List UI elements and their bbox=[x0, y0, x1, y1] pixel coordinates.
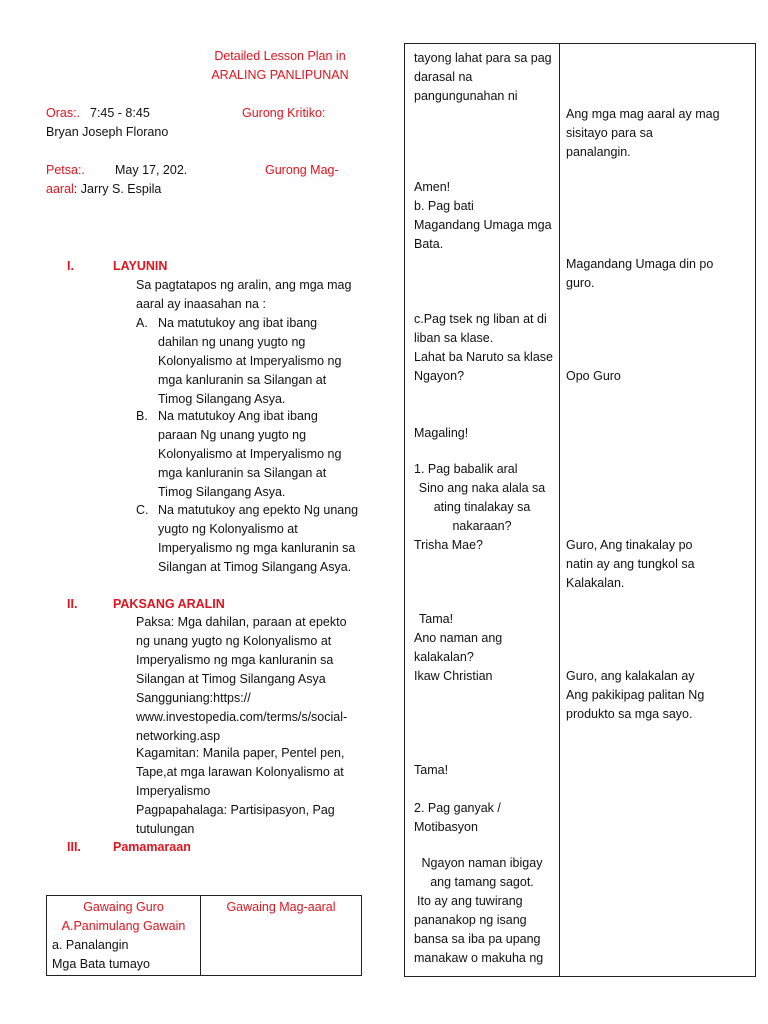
magaaral-line: natin ay ang tungkol sa bbox=[566, 557, 695, 571]
pamamaraan-heading: Pamamaraan bbox=[113, 840, 191, 854]
paksang-line: Imperyalismo ng mga kanluranin sa bbox=[136, 653, 334, 667]
guro-line: pangungunahan ni bbox=[414, 89, 518, 103]
guro-line: Lahat ba Naruto sa klase bbox=[414, 350, 553, 364]
paksang-line: Pagpapahalaga: Partisipasyon, Pag bbox=[136, 803, 335, 817]
item-line: dahilan ng unang yugto ng bbox=[158, 335, 306, 349]
guro-line: Trisha Mae? bbox=[414, 538, 484, 552]
guro-line: darasal na bbox=[414, 70, 473, 84]
item-line: Imperyalismo ng mga kanluranin sa bbox=[158, 541, 356, 555]
guro-line: tayong lahat para sa pag bbox=[414, 51, 552, 65]
paksang-line: Kagamitan: Manila paper, Pentel pen, bbox=[136, 746, 345, 760]
title-line2: ARALING PANLIPUNAN bbox=[211, 68, 349, 82]
guro-line: Tama! bbox=[414, 763, 449, 777]
magaaral-line: guro. bbox=[566, 276, 595, 290]
layunin-intro-1: Sa pagtatapos ng aralin, ang mga mag bbox=[136, 278, 352, 292]
layunin-num: I. bbox=[67, 259, 74, 273]
magaaral-line: Ang pakikipag palitan Ng bbox=[566, 688, 705, 702]
guro-line: Bata. bbox=[414, 237, 444, 251]
paksang-line: Tape,at mga larawan Kolonyalismo at bbox=[136, 765, 344, 779]
paksang-line: Sangguniang:https:// bbox=[136, 691, 251, 705]
guro-line: Magaling! bbox=[414, 426, 469, 440]
magaaral-line: Guro, ang kalakalan ay bbox=[566, 669, 695, 683]
pamamaraan-num: III. bbox=[67, 840, 81, 854]
guro-line: ang tamang sagot. bbox=[430, 875, 534, 889]
oras-label: Oras:. bbox=[46, 106, 81, 120]
guro-line: Amen! bbox=[414, 180, 451, 194]
magaaral-line: produkto sa mga sayo. bbox=[566, 707, 693, 721]
item-line: mga kanluranin sa Silangan at bbox=[158, 466, 327, 480]
paksang-line: tutulungan bbox=[136, 822, 195, 836]
guro-line: liban sa klase. bbox=[414, 331, 494, 345]
col-header-magaaral: Gawaing Mag-aaral bbox=[226, 900, 336, 914]
oras-value: 7:45 - 8:45 bbox=[90, 106, 150, 120]
item-line: Na matutukoy ang ibat ibang bbox=[158, 316, 318, 330]
guro-line: Tama! bbox=[419, 612, 454, 626]
guro-line: pananakop ng isang bbox=[414, 913, 527, 927]
item-line: Timog Silangang Asya. bbox=[158, 392, 286, 406]
item-line: yugto ng Kolonyalismo at bbox=[158, 522, 298, 536]
layunin-heading: LAYUNIN bbox=[113, 259, 168, 273]
guro-line: Ano naman ang bbox=[414, 631, 503, 645]
petsa-label: Petsa:. bbox=[46, 163, 85, 177]
left-table bbox=[46, 895, 362, 976]
col-header-guro: Gawaing Guro bbox=[83, 900, 164, 914]
item-letter: B. bbox=[136, 409, 148, 423]
paksang-line: Silangan at Timog Silangang Asya bbox=[136, 672, 326, 686]
magaaral-name-line bbox=[46, 180, 161, 199]
guro-line: c.Pag tsek ng liban at di bbox=[414, 312, 547, 326]
item-line: Na matutukoy ang epekto Ng unang bbox=[158, 503, 359, 517]
guro-line: Ito ay ang tuwirang bbox=[417, 894, 523, 908]
col-sub-panimula: A.Panimulang Gawain bbox=[61, 919, 186, 933]
guro-line: ating tinalakay sa bbox=[433, 500, 531, 514]
guro-line: Motibasyon bbox=[414, 820, 478, 834]
layunin-intro-2: aaral ay inaasahan na : bbox=[136, 297, 266, 311]
item-letter: C. bbox=[136, 503, 149, 517]
magaaral-line: Kalakalan. bbox=[566, 576, 625, 590]
item-line: mga kanluranin sa Silangan at bbox=[158, 373, 327, 387]
guro-line: b. Pag bati bbox=[414, 199, 474, 213]
guro-line: Sino ang naka alala sa bbox=[418, 481, 546, 495]
petsa-value: May 17, 202. bbox=[115, 163, 188, 177]
magaaral-line: Magandang Umaga din po bbox=[566, 257, 714, 271]
item-line: Na matutukoy Ang ibat ibang bbox=[158, 409, 318, 423]
guro-line: Ikaw Christian bbox=[414, 669, 493, 683]
item-line: paraan Ng unang yugto ng bbox=[158, 428, 307, 442]
column-divider bbox=[559, 44, 560, 976]
guro-line: manakaw o makuha ng bbox=[414, 951, 544, 965]
kritiko-name: Bryan Joseph Florano bbox=[46, 125, 169, 139]
item-letter: A. bbox=[136, 316, 148, 330]
guro-line: kalakalan? bbox=[414, 650, 474, 664]
guro-line: bansa sa iba pa upang bbox=[414, 932, 541, 946]
guro-line: nakaraan? bbox=[452, 519, 512, 533]
paksang-line: ng unang yugto ng Kolonyalismo at bbox=[136, 634, 332, 648]
guro-line: Mga Bata tumayo bbox=[52, 957, 150, 971]
guro-line: 2. Pag ganyak / bbox=[414, 801, 501, 815]
magaaral-line: panalangin. bbox=[566, 145, 631, 159]
guro-line: Magandang Umaga mga bbox=[414, 218, 552, 232]
guro-line: Ngayon naman ibigay bbox=[421, 856, 543, 870]
magaaral-line: Guro, Ang tinakalay po bbox=[566, 538, 693, 552]
paksang-line: www.investopedia.com/terms/s/social- bbox=[136, 710, 348, 724]
magaaral-name: : Jarry S. Espila bbox=[73, 182, 162, 196]
magaaral-line: Opo Guro bbox=[566, 369, 621, 383]
paksang-num: II. bbox=[67, 597, 78, 611]
guro-line: 1. Pag babalik aral bbox=[414, 462, 518, 476]
item-line: Silangan at Timog Silangang Asya. bbox=[158, 560, 352, 574]
item-line: Kolonyalismo at Imperyalismo ng bbox=[158, 354, 342, 368]
paksang-line: networking.asp bbox=[136, 729, 221, 743]
title-line1: Detailed Lesson Plan in bbox=[214, 49, 346, 63]
paksang-heading: PAKSANG ARALIN bbox=[113, 597, 225, 611]
magaaral-label-cont: aaral bbox=[46, 182, 74, 196]
paksang-line: Paksa: Mga dahilan, paraan at epekto bbox=[136, 615, 347, 629]
paksang-line: Imperyalismo bbox=[136, 784, 211, 798]
magaaral-line: Ang mga mag aaral ay mag bbox=[566, 107, 720, 121]
guro-line: Ngayon? bbox=[414, 369, 465, 383]
magaaral-line: sisitayo para sa bbox=[566, 126, 653, 140]
guro-line: a. Panalangin bbox=[52, 938, 129, 952]
item-line: Kolonyalismo at Imperyalismo ng bbox=[158, 447, 342, 461]
kritiko-label: Gurong Kritiko: bbox=[242, 106, 326, 120]
magaaral-label: Gurong Mag- bbox=[265, 163, 339, 177]
item-line: Timog Silangang Asya. bbox=[158, 485, 286, 499]
right-table bbox=[404, 43, 756, 977]
